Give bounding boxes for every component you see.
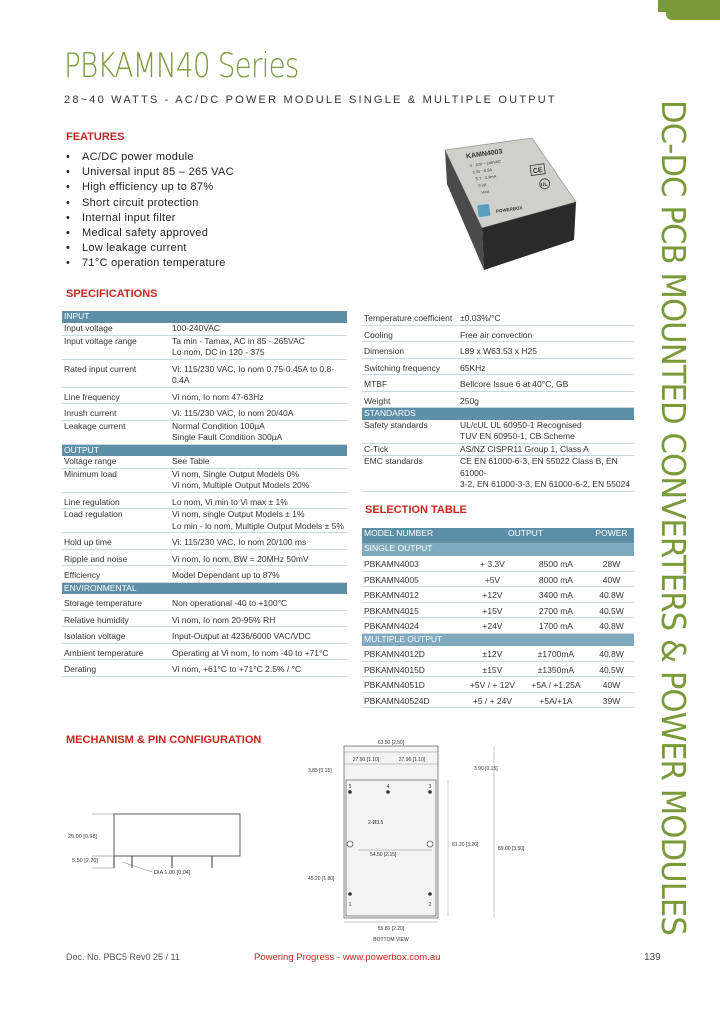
table-row xyxy=(62,566,347,583)
table-row xyxy=(362,571,634,587)
table-row xyxy=(62,594,347,610)
dim-label: 54.50 [2.15] xyxy=(370,852,397,858)
spec-value: Lo min - lo nom, Multiple Output Models ± 5% xyxy=(172,520,344,531)
spec-label: Temperature coefficient xyxy=(362,311,458,325)
spec-label: Dimension xyxy=(362,342,458,359)
spec-value: Non operational -40 to +100°C xyxy=(170,594,347,610)
table-row xyxy=(362,646,634,661)
spec-value: Vi nom, Single Output Models 0% xyxy=(172,468,299,479)
dim-label: 5.50 [2.20] xyxy=(72,858,98,864)
band-row xyxy=(362,408,634,420)
table-row xyxy=(362,420,634,444)
spec-table-left xyxy=(62,311,347,677)
spec-value: Lo nom, Vi min to Vi max ± 1% xyxy=(170,492,347,509)
ce-mark-text: CE xyxy=(532,167,544,176)
dim-label: 63.50 [2.50] xyxy=(377,740,405,746)
current-cell: 2700 mA xyxy=(523,602,589,618)
footer-doc-number: Doc. No. PBC5 Rev0 25 / 11 xyxy=(66,952,180,962)
voltage-cell: +24V xyxy=(462,618,523,634)
table-row xyxy=(362,456,634,492)
spec-label: Minimum load xyxy=(62,468,170,492)
pin-1 xyxy=(348,892,352,896)
spec-label: Ripple and noise xyxy=(62,549,170,566)
spec-value: UL/cUL UL 60950-1 Recognised xyxy=(460,419,582,430)
pin-label: 4 xyxy=(386,784,390,790)
table-row xyxy=(62,323,347,335)
table-row xyxy=(62,509,347,533)
pin-label: 5 xyxy=(348,784,352,790)
power-cell: 40W xyxy=(589,677,634,693)
power-cell: 40.8W xyxy=(589,618,634,634)
model-cell: PBKAMN4005 xyxy=(362,571,462,587)
model-cell: PBKAMN40524D xyxy=(362,692,462,708)
table-row xyxy=(62,468,347,492)
product-label-line: 3.3V : 8.5A xyxy=(472,167,493,175)
table-row xyxy=(62,643,347,660)
spec-value: 3-2, EN 61000-3-3, EN 61000-6-2, EN 55024 xyxy=(460,479,631,489)
table-row xyxy=(62,492,347,509)
table-row xyxy=(362,391,634,408)
spec-label: Switching frequency xyxy=(362,358,458,375)
leader-line xyxy=(122,862,152,872)
spec-label: Input voltage xyxy=(62,323,170,335)
table-row xyxy=(62,359,347,387)
spec-label: Line frequency xyxy=(62,387,170,404)
spec-value: Vi: 115/230 VAC, Io nom 0.75-0.45A to 0.8-0.4A xyxy=(170,359,347,387)
spec-value: Free air convection xyxy=(458,325,634,342)
voltage-cell: +5V xyxy=(462,571,523,587)
table-row xyxy=(362,358,634,375)
spec-value: L89 x W63.53 x H25 xyxy=(458,342,634,359)
logo-icon xyxy=(477,204,491,218)
pin-label: 1 xyxy=(348,902,352,908)
spec-value: Vi nom, Io nom, BW = 20MHz 50mV xyxy=(170,549,347,566)
spec-value: TUV EN 60950-1, CB Scheme xyxy=(460,431,575,441)
dim-label: 2-Ø3.5 xyxy=(368,820,384,826)
feature-item: • High efficiency up to 87% xyxy=(66,180,234,195)
dim-label: 3.85 [0.15] xyxy=(308,768,332,774)
dim-label: 27.90 [1.10] xyxy=(398,757,426,763)
table-row xyxy=(362,311,634,325)
spec-value: ±0.03%/°C xyxy=(458,311,634,325)
current-cell: ±1700mA xyxy=(523,646,589,661)
side-view-drawing xyxy=(62,800,262,880)
power-cell: 40W xyxy=(589,571,634,587)
pin-2 xyxy=(428,892,432,896)
column-header: POWER xyxy=(589,528,634,543)
table-row xyxy=(362,692,634,708)
spec-label: Hold up time xyxy=(62,533,170,550)
power-cell: 39W xyxy=(589,692,634,708)
feature-item: • 71°C operation temperature xyxy=(66,256,234,271)
model-cell: PBKAMN4015 xyxy=(362,602,462,618)
single-output-band: SINGLE OUTPUT xyxy=(362,543,634,556)
current-cell: 1700 mA xyxy=(523,618,589,634)
spec-label: Cooling xyxy=(362,325,458,342)
spec-value: AS/NZ CISPR11 Group 1, Class A xyxy=(458,443,634,456)
current-cell: 3400 mA xyxy=(523,587,589,603)
spec-label: Relative humidity xyxy=(62,610,170,627)
power-cell: 40.5W xyxy=(589,661,634,677)
dim-label: 27.90 [1.10] xyxy=(352,757,380,763)
selection-table xyxy=(362,528,634,708)
mechanism-heading: MECHANISM & PIN CONFIGURATION xyxy=(66,734,262,746)
dim-label: 45.20 [1.80] xyxy=(308,876,335,882)
spec-value: Lo nom, DC in 120 - 375 xyxy=(172,347,265,357)
page-subtitle: 28~40 WATTS - AC/DC POWER MODULE SINGLE & MULTIPLE OUTPUT xyxy=(64,94,557,106)
spec-table-right xyxy=(362,311,634,492)
spec-label: Leakage current xyxy=(62,420,170,444)
features-heading: FEATURES xyxy=(66,131,125,143)
band-row xyxy=(62,444,347,456)
spec-value: Vi nom, Io nom 20-95% RH xyxy=(170,610,347,627)
table-row xyxy=(62,420,347,444)
view-label: BOTTOM VIEW xyxy=(373,937,409,943)
model-cell: PBKAMN4015D xyxy=(362,661,462,677)
pin-4 xyxy=(386,790,390,794)
dim-label: 81.20 [3.20] xyxy=(452,842,479,848)
spec-value: Single Fault Condition 300µA xyxy=(172,432,283,442)
bottom-view-drawing xyxy=(298,734,538,946)
spec-label: Isolation voltage xyxy=(62,627,170,644)
table-row xyxy=(62,627,347,644)
page-title: PBKAMN40 Series xyxy=(64,46,299,86)
spec-value: Ta min - Tamax, AC in 85 - 265VAC xyxy=(172,335,305,346)
column-header: MODEL NUMBER xyxy=(362,528,462,543)
dim-label: 25.00 [0.98] xyxy=(68,834,98,840)
spec-value: Bellcore Issue 6 at 40°C, GB xyxy=(458,375,634,392)
table-row xyxy=(362,342,634,359)
spec-label: Ambient temperature xyxy=(62,643,170,660)
spec-label: Input voltage range xyxy=(62,335,170,359)
spec-label: Efficiency xyxy=(62,566,170,583)
spec-label: Storage temperature xyxy=(62,594,170,610)
spec-value: Normal Condition 100µA xyxy=(172,420,265,431)
dim-label: 55.80 [2.20] xyxy=(377,926,405,932)
table-header-row xyxy=(362,528,634,543)
spec-label: Rated input current xyxy=(62,359,170,387)
spec-value: Vi nom, Io nom 47-63Hz xyxy=(170,387,347,404)
spec-value: Vi nom, single Output Models ± 1% xyxy=(172,509,305,519)
column-header: OUTPUT xyxy=(462,528,589,543)
current-cell: 8500 mA xyxy=(523,556,589,571)
sidebar-title: DC-DC PCB MOUNTED CONVERTERS & POWER MODULES xyxy=(654,100,693,935)
band-row xyxy=(362,633,634,646)
voltage-cell: +5V / + 12V xyxy=(462,677,523,693)
voltage-cell: +15V xyxy=(462,602,523,618)
feature-item: • Internal input filter xyxy=(66,211,234,226)
table-row xyxy=(362,618,634,634)
table-row xyxy=(62,456,347,468)
sidebar xyxy=(636,0,720,1012)
model-cell: PBKAMN4012 xyxy=(362,587,462,603)
band-row xyxy=(362,543,634,556)
spec-value: Vi nom, +61°C to +71°C 2.5% / °C xyxy=(170,660,347,677)
power-cell: 28W xyxy=(589,556,634,571)
table-row xyxy=(62,335,347,359)
pin-label: 3 xyxy=(428,784,432,790)
current-cell: 8000 mA xyxy=(523,571,589,587)
table-row xyxy=(62,610,347,627)
model-cell: PBKAMN4051D xyxy=(362,677,462,693)
features-list xyxy=(66,150,234,272)
spec-value: 65KHz xyxy=(458,358,634,375)
page-number: 139 xyxy=(644,952,661,963)
ul-mark-text: UL xyxy=(540,181,548,189)
spec-value: 100-240VAC xyxy=(170,323,347,335)
table-row xyxy=(362,375,634,392)
dim-label: DIA 1.00 [0.04] xyxy=(154,870,191,876)
product-label-model: KAMN4003 xyxy=(465,148,503,161)
dim-label: 3.90 [0.15] xyxy=(474,766,498,772)
table-row xyxy=(62,549,347,566)
pin-3 xyxy=(428,790,432,794)
product-label-line: 0.3A xyxy=(477,181,487,189)
spec-value: Model Dependant up to 87% xyxy=(170,566,347,583)
voltage-cell: +12V xyxy=(462,587,523,603)
feature-item: • Low leakage current xyxy=(66,241,234,256)
spec-label: Derating xyxy=(62,660,170,677)
table-row xyxy=(362,602,634,618)
spec-value: CE EN 61000-6-3, EN 55022 Class B, EN 61000- xyxy=(460,456,618,478)
band-row xyxy=(62,311,347,323)
model-cell: PBKAMN4024 xyxy=(362,618,462,634)
output-band: OUTPUT xyxy=(62,444,347,456)
power-cell: 40.8W xyxy=(589,587,634,603)
table-row xyxy=(62,660,347,677)
spec-value: 250g xyxy=(458,391,634,408)
spec-value: Vi nom, Multiple Output Models 20% xyxy=(172,480,310,490)
table-row xyxy=(62,404,347,421)
standards-band: STANDARDS xyxy=(362,408,634,420)
table-row xyxy=(362,556,634,571)
spec-label: Weight xyxy=(362,391,458,408)
table-row xyxy=(362,443,634,456)
current-cell: ±1350mA xyxy=(523,661,589,677)
spec-label: MTBF xyxy=(362,375,458,392)
band-row xyxy=(62,582,347,594)
product-label-line: V : 100 ~ 240VAC xyxy=(469,158,502,169)
spec-label: Voltage range xyxy=(62,456,170,468)
environmental-band: ENVIRONMENTAL xyxy=(62,582,347,594)
specifications-heading: SPECIFICATIONS xyxy=(66,288,158,300)
spec-label: EMC standards xyxy=(362,456,458,492)
voltage-cell: +5 / + 24V xyxy=(462,692,523,708)
spec-value: See Table xyxy=(170,456,347,468)
input-band: INPUT xyxy=(62,311,347,323)
current-cell: +5A / +1.25A xyxy=(523,677,589,693)
current-cell: +5A/+1A xyxy=(523,692,589,708)
voltage-cell: ±12V xyxy=(462,646,523,661)
footer-tagline[interactable]: Powering Progress - www.powerbox.com.au xyxy=(254,952,441,963)
table-row xyxy=(362,587,634,603)
spec-label: Inrush current xyxy=(62,404,170,421)
spec-value: Vi: 115/230 VAC, Io nom 20/100 ms xyxy=(170,533,347,550)
feature-item: • Short circuit protection xyxy=(66,196,234,211)
product-label-line: Vout xyxy=(480,188,490,195)
pin-5 xyxy=(348,790,352,794)
table-row xyxy=(362,677,634,693)
spec-label: Load regulation xyxy=(62,509,170,533)
feature-item: • Medical safety approved xyxy=(66,226,234,241)
power-cell: 40.8W xyxy=(589,646,634,661)
table-row xyxy=(362,325,634,342)
table-row xyxy=(62,387,347,404)
voltage-cell: ±15V xyxy=(462,661,523,677)
spec-value: Input-Output at 4236/6000 VAC/VDC xyxy=(170,627,347,644)
product-label-brand: POWERBOX xyxy=(495,205,523,214)
module-side-outline xyxy=(114,814,240,856)
model-cell: PBKAMN4012D xyxy=(362,646,462,661)
spec-value: Vi: 115/230 VAC, Io nom 20/40A xyxy=(170,404,347,421)
spec-value: Operating at Vi nom, Io nom -40 to +71°C xyxy=(170,643,347,660)
product-label-line: S.T : 3.3mA xyxy=(474,173,497,182)
voltage-cell: + 3.3V xyxy=(462,556,523,571)
spec-label: Line regulation xyxy=(62,492,170,509)
product-photo xyxy=(440,132,580,272)
pin-label: 2 xyxy=(428,902,432,908)
model-cell: PBKAMN4003 xyxy=(362,556,462,571)
table-row xyxy=(62,533,347,550)
selection-heading: SELECTION TABLE xyxy=(365,504,467,516)
feature-item: • AC/DC power module xyxy=(66,150,234,165)
dim-label: 89.00 [3.50] xyxy=(498,846,525,852)
multiple-output-band: MULTIPLE OUTPUT xyxy=(362,633,634,646)
spec-label: Safety standards xyxy=(362,420,458,444)
table-row xyxy=(362,661,634,677)
power-cell: 40.5W xyxy=(589,602,634,618)
spec-label: C-Tick xyxy=(362,443,458,456)
feature-item: • Universal input 85 – 265 VAC xyxy=(66,165,234,180)
